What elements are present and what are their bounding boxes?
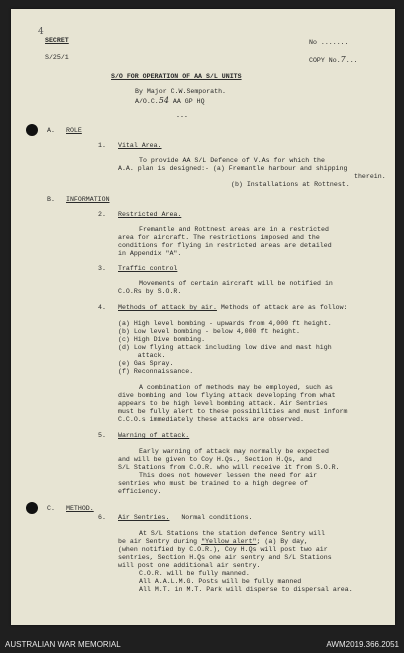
body-line: therein. — [354, 173, 386, 180]
body-line: (b) Installations at Rottnest. — [231, 181, 350, 188]
para-heading-rest: Normal conditions. — [181, 514, 253, 521]
section-letter-b: B. — [47, 196, 55, 203]
body-line: At S/L Stations the station defence Sentry will — [139, 530, 325, 537]
para-heading: Air Sentries. — [118, 514, 170, 521]
body-line: S/L Stations from C.O.R. who will receive it from S.O.R. — [118, 464, 340, 471]
section-letter-a: A. — [47, 127, 55, 134]
pencil-mark: 4 — [38, 27, 44, 37]
list-item: (d) Low flying attack including low dive and mast high — [118, 344, 332, 351]
section-heading-method: METHOD. — [66, 505, 94, 512]
body-line: C.C.O.s immediately these attacks are observed. — [118, 416, 304, 423]
footer-institution: AUSTRALIAN WAR MEMORIAL — [5, 640, 121, 649]
body-line: appears to be high level bombing attack. Air Sentries — [118, 400, 328, 407]
copy-number-field — [309, 56, 358, 65]
body-line: Early warning of attack may normally be expected — [139, 448, 329, 455]
para-heading-line — [118, 304, 348, 312]
document-page — [11, 9, 395, 625]
body-line: All A.A.L.M.G. Posts will be fully manned — [139, 578, 302, 585]
para-number: 2. — [98, 211, 106, 218]
section-heading-information: INFORMATION — [66, 196, 110, 203]
copy-number: 7 — [340, 55, 346, 64]
file-reference: S/25/1 — [45, 54, 69, 61]
unit-number: 54 — [158, 96, 169, 105]
list-item: (e) Gas Spray. — [118, 360, 174, 367]
para-heading-line — [118, 514, 253, 522]
body-line: A combination of methods may be employed, such as — [139, 384, 333, 391]
body-line: sentries, Section H.Qs one air sentry and S/L Stations — [118, 554, 332, 561]
para-number: 3. — [98, 265, 106, 272]
body-line: in Appendix "A". — [118, 250, 182, 257]
list-item: (c) High Dive bombing. — [118, 336, 206, 343]
alert-text-after: ; (a) By day, — [256, 538, 308, 545]
body-line: dive bombing and low flying attack developing from what — [118, 392, 336, 399]
copy-dots: ... — [345, 57, 358, 64]
punch-hole-bottom — [26, 502, 38, 514]
copy-label: COPY No. — [309, 57, 341, 64]
body-line: C.O.R. will be fully manned. — [139, 570, 250, 577]
body-line-alert — [118, 538, 308, 546]
classification-secret: SECRET — [45, 37, 69, 44]
section-heading-role: ROLE — [66, 127, 82, 134]
body-line: A.A. plan is designed:- (a) Fremantle harbour and shipping — [118, 165, 348, 172]
para-heading: Warning of attack. — [118, 432, 190, 439]
body-line: Fremantle and Rottnest areas are in a restricted — [139, 226, 329, 233]
body-line: sentries who must be trained to a high degree of — [118, 480, 308, 487]
para-heading-rest: Methods of attack are as follow: — [220, 304, 348, 311]
section-letter-c: C. — [47, 505, 55, 512]
body-line: To provide AA S/L Defence of V.As for which the — [139, 157, 325, 164]
para-number: 5. — [98, 432, 106, 439]
para-heading: Restricted Area. — [118, 211, 182, 218]
para-heading: Methods of attack by air. — [118, 304, 217, 311]
title-separator: --- — [176, 113, 188, 120]
body-line: Movements of certain aircraft will be notified in — [139, 280, 333, 287]
para-heading: Traffic control — [118, 265, 178, 272]
yellow-alert: "Yellow alert" — [201, 538, 257, 545]
body-line: and will be given to Coy H.Qs., Section H.Qs, and — [118, 456, 312, 463]
body-line: efficiency. — [118, 488, 162, 495]
para-number: 6. — [98, 514, 106, 521]
list-item: attack. — [118, 352, 166, 359]
body-line: C.O.Rs by S.O.R. — [118, 288, 182, 295]
unit-suffix: AA GP HQ — [172, 98, 205, 105]
unit-line — [135, 97, 205, 106]
list-item: (f) Reconnaissance. — [118, 368, 194, 375]
number-field: No ....... — [309, 39, 349, 46]
alert-text-before: be air Sentry during — [118, 538, 198, 545]
para-heading: Vital Area. — [118, 142, 162, 149]
body-line: All M.T. in M.T. Park will disperse to dispersal area. — [139, 586, 353, 593]
para-number: 1. — [98, 142, 106, 149]
body-line: conditions for flying in restricted areas are detailed — [118, 242, 332, 249]
list-item: (b) Low level bombing - below 4,000 ft height. — [118, 328, 301, 335]
archive-footer — [0, 636, 404, 653]
body-line: This does not however lessen the need for air — [139, 472, 318, 479]
punch-hole-top — [26, 124, 38, 136]
body-line: area for aircraft. The restrictions imposed and the — [118, 234, 320, 241]
author-line: By Major C.W.Semporath. — [135, 88, 227, 95]
body-line: must be fully alert to these possibilities and must inform — [118, 408, 348, 415]
unit-prefix: A/O.C. — [135, 98, 159, 105]
list-item: (a) High level bombing - upwards from 4,000 ft height. — [118, 320, 332, 327]
footer-accession-number: AWM2019.366.2051 — [326, 640, 399, 649]
body-line: (when notified by C.O.R.), Coy H.Qs will post two air — [118, 546, 328, 553]
para-number: 4. — [98, 304, 106, 311]
body-line: will post one additional air sentry. — [118, 562, 261, 569]
document-title: S/O FOR OPERATION OF AA S/L UNITS — [111, 73, 242, 80]
